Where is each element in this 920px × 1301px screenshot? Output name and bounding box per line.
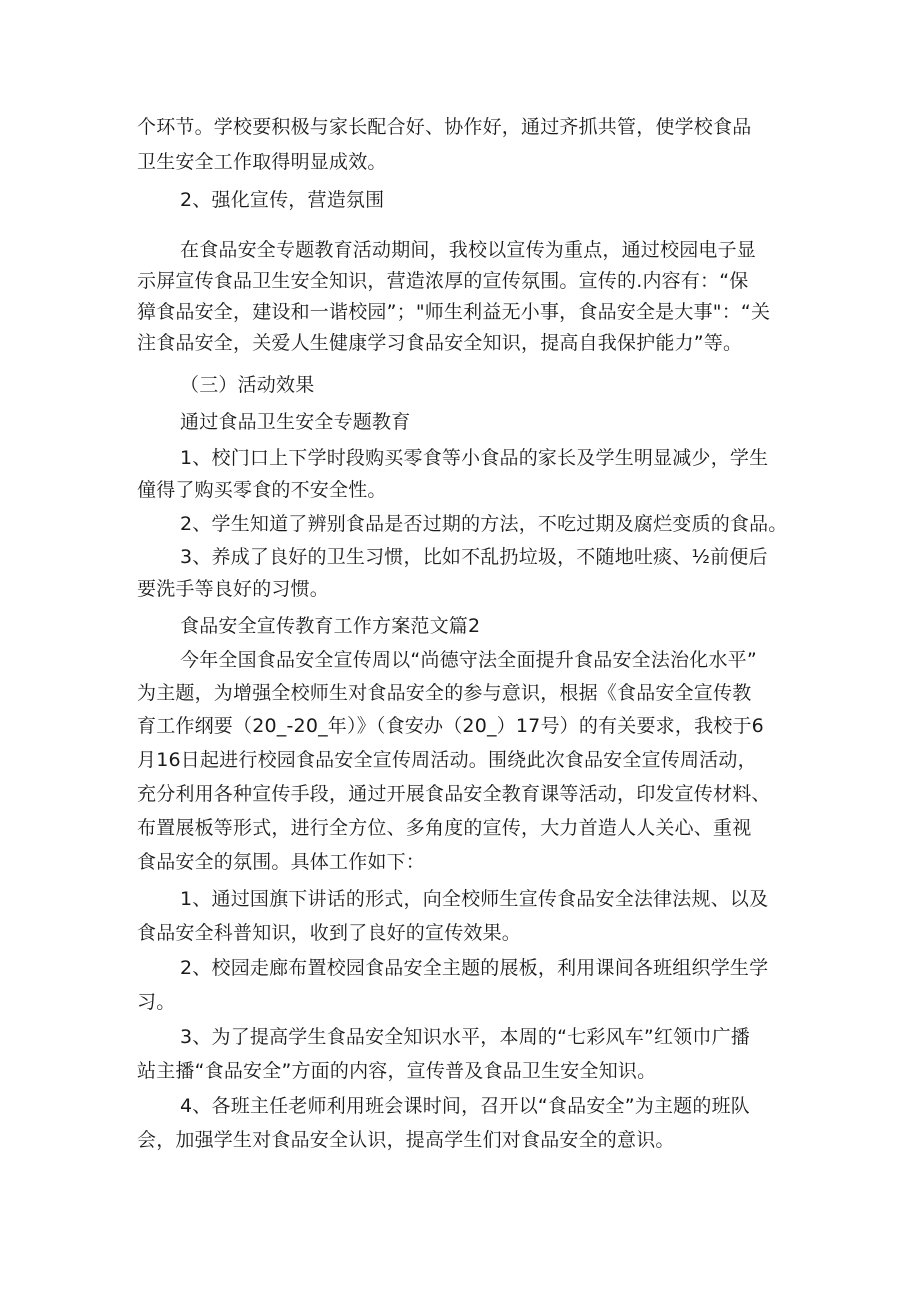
text-line: 1、通过国旗下讲话的形式，向全校师生宣传食品安全法律法规、以及 bbox=[180, 888, 769, 910]
text-line: 要洗手等良好的习惯。 bbox=[137, 578, 330, 600]
text-line: 今年全国食品安全宣传周以“尚德守法全面提升食品安全法治化水平” bbox=[180, 649, 757, 671]
text-line: 1、校门口上下学时段购买零食等小食品的家长及学生明显减少，学生 bbox=[180, 447, 769, 469]
text-line: 僮得了购买零食的不安全性。 bbox=[137, 479, 387, 501]
text-line: 布置展板等形式，进行全方位、多角度的宣传，大力首造人人关心、重视 bbox=[137, 817, 752, 839]
text-line: 3、养成了良好的卫生习惯，比如不乱扔垃圾，不随地吐痰、½前便后 bbox=[180, 546, 768, 568]
text-line: 月16日起进行校园食品安全宣传周活动。围绕此次食品安全宣传周活动， bbox=[137, 749, 757, 771]
text-line: 食品安全科普知识，收到了良好的宣传效果。 bbox=[137, 922, 522, 944]
text-line: 注食品安全，关爱人生健康学习食品安全知识，提高自我保护能力”等。 bbox=[137, 332, 743, 354]
text-line: 站主播“食品安全”方面的内容，宣传普及食品卫生安全知识。 bbox=[137, 1060, 657, 1082]
text-line: 充分利用各种宣传手段，通过开展食品安全教育课等活动，印发宣传材料、 bbox=[137, 783, 771, 805]
text-line: 卫生安全工作取得明显成效。 bbox=[137, 151, 387, 173]
text-line: 獐食品安全，建设和一谐校园”；"师生利益无小事，食品安全是大事"：“关 bbox=[137, 301, 771, 323]
text-line: 3、为了提高学生食品安全知识水平，本周的“七彩风车”红领巾广播 bbox=[180, 1026, 750, 1048]
text-line: 在食品安全专题教育活动期间，我校以宣传为重点，通过校园电子显 bbox=[180, 239, 757, 261]
text-line: 食品安全的氛围。具体工作如下： bbox=[137, 851, 426, 873]
text-line: 2、校园走廊布置校园食品安全主题的展板，利用课间各班组织学生学 bbox=[180, 957, 769, 979]
text-line: 为主题，为增强全校师生对食品安全的参与意识，根据《食品安全宣传教 bbox=[137, 682, 752, 704]
text-line: 个环节。学校要积极与家长配合好、协作好，通过齐抓共管，使学校食品 bbox=[137, 116, 752, 138]
text-line: 4、各班主任老师利用班会课时间，召开以“食品安全”为主题的班队 bbox=[180, 1095, 750, 1117]
section-heading: （三）活动效果 bbox=[180, 374, 315, 396]
text-line: 通过食品卫生安全专题教育 bbox=[180, 411, 411, 433]
text-line: 会，加强学生对食品安全认识，提高学生们对食品安全的意识。 bbox=[137, 1129, 675, 1151]
section-heading: 2、强化宣传，营造氛围 bbox=[180, 189, 385, 211]
text-line: 2、学生知道了辨别食品是否过期的方法，不吃过期及腐烂变质的食品。 bbox=[180, 513, 788, 535]
text-line: 育工作纲要（20_-20_年）》（食安办（20_）17号）的有关要求，我校于6 bbox=[137, 715, 764, 737]
article-title: 食品安全宣传教育工作方案范文篇2 bbox=[180, 615, 481, 637]
text-line: 示屏宣传食品卫生安全知识，营造浓厚的宣传氛围。宣传的.内容有：“保 bbox=[137, 270, 749, 292]
text-line: 习。 bbox=[137, 991, 176, 1013]
